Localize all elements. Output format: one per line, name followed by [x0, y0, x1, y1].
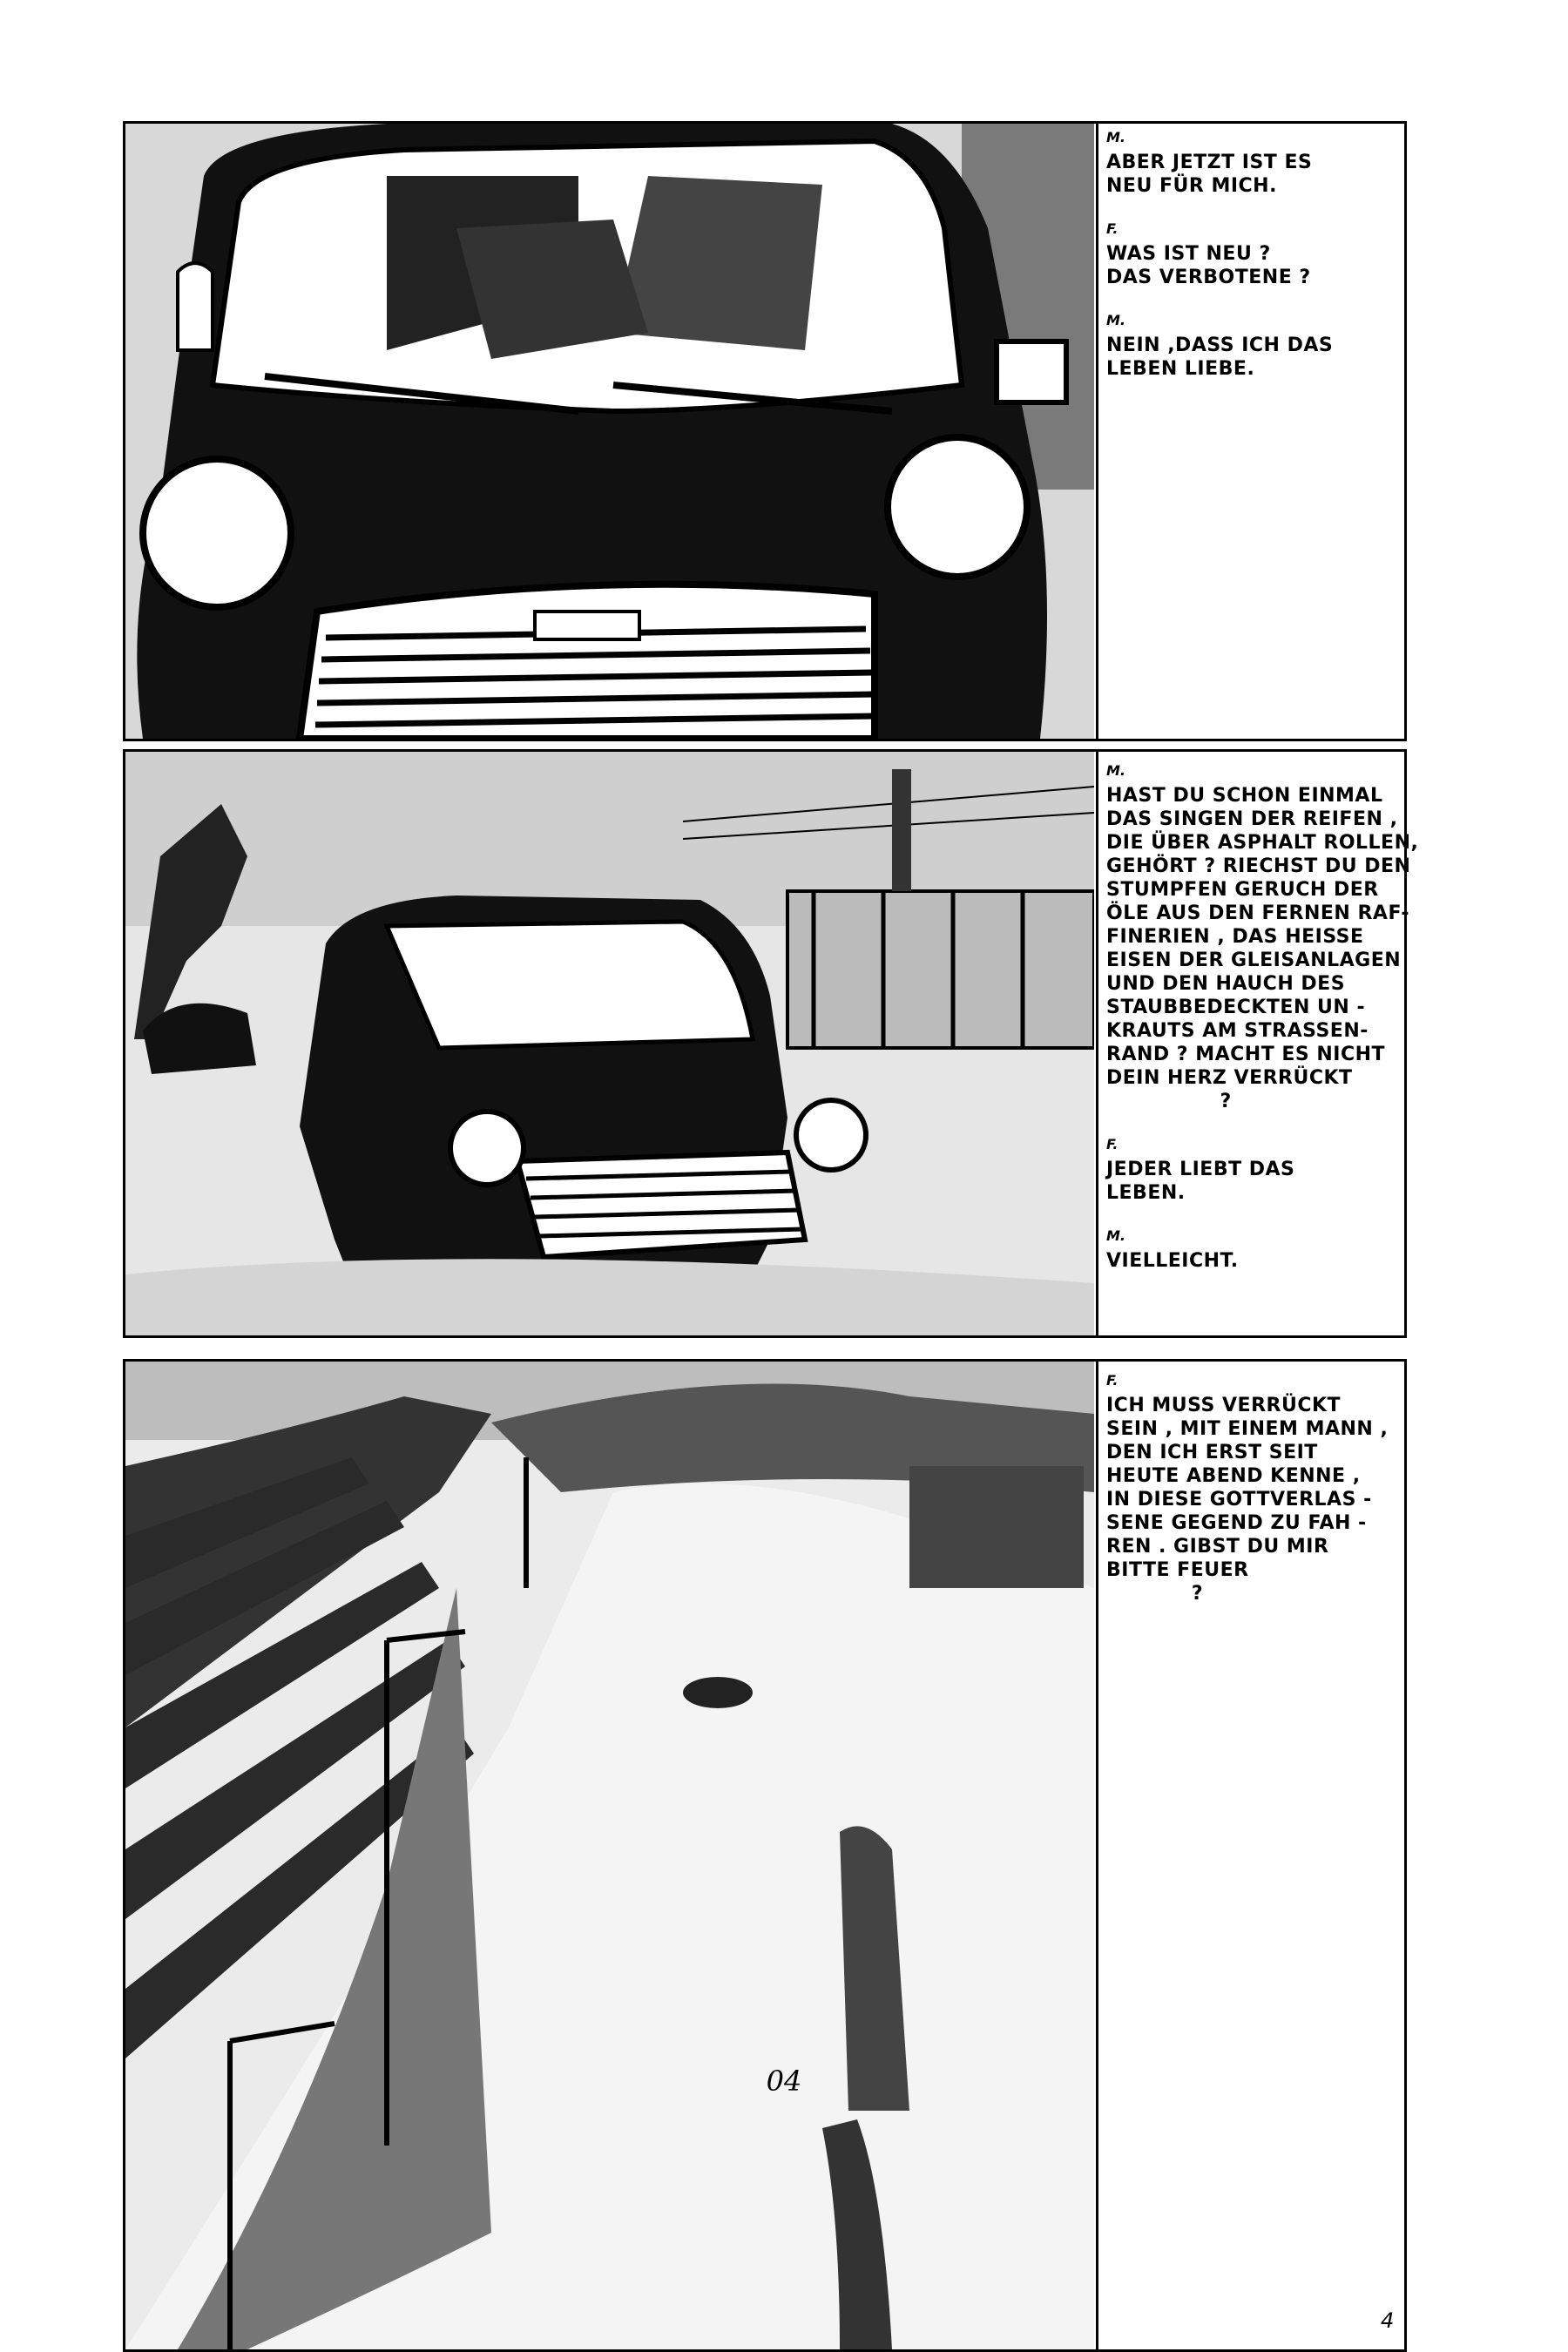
dialogue-line: ? — [1106, 1583, 1204, 1605]
speaker-label: F. — [1106, 220, 1119, 237]
corner-number: 4 — [1381, 2308, 1395, 2333]
dialogue-line: DEIN HERZ VERRÜCKT — [1106, 1067, 1353, 1089]
dialogue-line: RAND ? MACHT ES NICHT — [1106, 1044, 1386, 1065]
dialogue-line: IN DIESE GOTTVERLAS - — [1106, 1489, 1372, 1511]
dialogue-line: DIE ÜBER ASPHALT ROLLEN, — [1106, 832, 1419, 854]
dialogue-line: SEIN , MIT EINEM MANN , — [1106, 1418, 1389, 1440]
panel-3 — [123, 1359, 1098, 2352]
dialogue-line: WAS IST NEU ? — [1106, 243, 1271, 265]
dialogue-line: KRAUTS AM STRASSEN- — [1106, 1020, 1369, 1042]
speaker-label: M. — [1106, 129, 1125, 145]
dialogue-line: DAS VERBOTENE ? — [1106, 267, 1311, 288]
dialogue-line: ICH MUSS VERRÜCKT — [1106, 1395, 1342, 1416]
text-column-frame-2 — [1096, 749, 1419, 1338]
dialogue-line: LEBEN LIEBE. — [1106, 358, 1255, 380]
speaker-label: M. — [1106, 312, 1125, 328]
panel-2 — [123, 749, 1098, 1338]
dialogue-line: SENE GEGEND ZU FAH - — [1106, 1512, 1367, 1534]
dialogue-line: NEU FÜR MICH. — [1106, 175, 1277, 197]
highway-railyard-illustration — [125, 1362, 1094, 2349]
dialogue-line: ÖLE AUS DEN FERNEN RAF- — [1106, 902, 1409, 924]
dialogue-line: REN . GIBST DU MIR — [1106, 1536, 1329, 1558]
dialogue-line: DEN ICH ERST SEIT — [1106, 1442, 1318, 1463]
text-column-frame-1 — [1096, 121, 1407, 741]
page-number: 04 — [766, 2065, 802, 2098]
dialogue-line: LEBEN. — [1106, 1182, 1186, 1204]
dialogue-line: DAS SINGEN DER REIFEN , — [1106, 808, 1398, 830]
dialogue-line: STAUBBEDECKTEN UN - — [1106, 997, 1366, 1018]
text-column-frame-3 — [1096, 1359, 1407, 2352]
speaker-label: F. — [1106, 1372, 1119, 1389]
speaker-label: M. — [1106, 1227, 1125, 1244]
dialogue-line: UND DEN HAUCH DES — [1106, 973, 1346, 995]
panel-3-art — [125, 1362, 1094, 2349]
dialogue-line: BITTE FEUER — [1106, 1559, 1249, 1581]
car-driving-street-illustration — [125, 752, 1094, 1335]
dialogue-line: FINERIEN , DAS HEISSE — [1106, 926, 1364, 948]
panel-1 — [123, 121, 1098, 741]
dialogue-line: STUMPFEN GERUCH DER — [1106, 879, 1379, 901]
dialogue-line: NEIN ,DASS ICH DAS — [1106, 335, 1334, 356]
panel-2-art — [125, 752, 1094, 1335]
dialogue-line: EISEN DER GLEISANLAGEN — [1106, 950, 1402, 971]
dialogue-line: GEHÖRT ? RIECHST DU DEN — [1106, 855, 1411, 877]
dialogue-line: JEDER LIEBT DAS — [1106, 1159, 1295, 1180]
car-front-closeup-illustration — [125, 124, 1094, 739]
dialogue-line: HEUTE ABEND KENNE , — [1106, 1465, 1361, 1487]
dialogue-line: ? — [1106, 1091, 1232, 1112]
dialogue-line: HAST DU SCHON EINMAL — [1106, 785, 1383, 807]
panel-1-art — [125, 124, 1094, 739]
speaker-label: F. — [1106, 1136, 1119, 1152]
dialogue-line: ABER JETZT IST ES — [1106, 152, 1313, 173]
speaker-label: M. — [1106, 762, 1125, 779]
dialogue-line: VIELLEICHT. — [1106, 1250, 1239, 1272]
